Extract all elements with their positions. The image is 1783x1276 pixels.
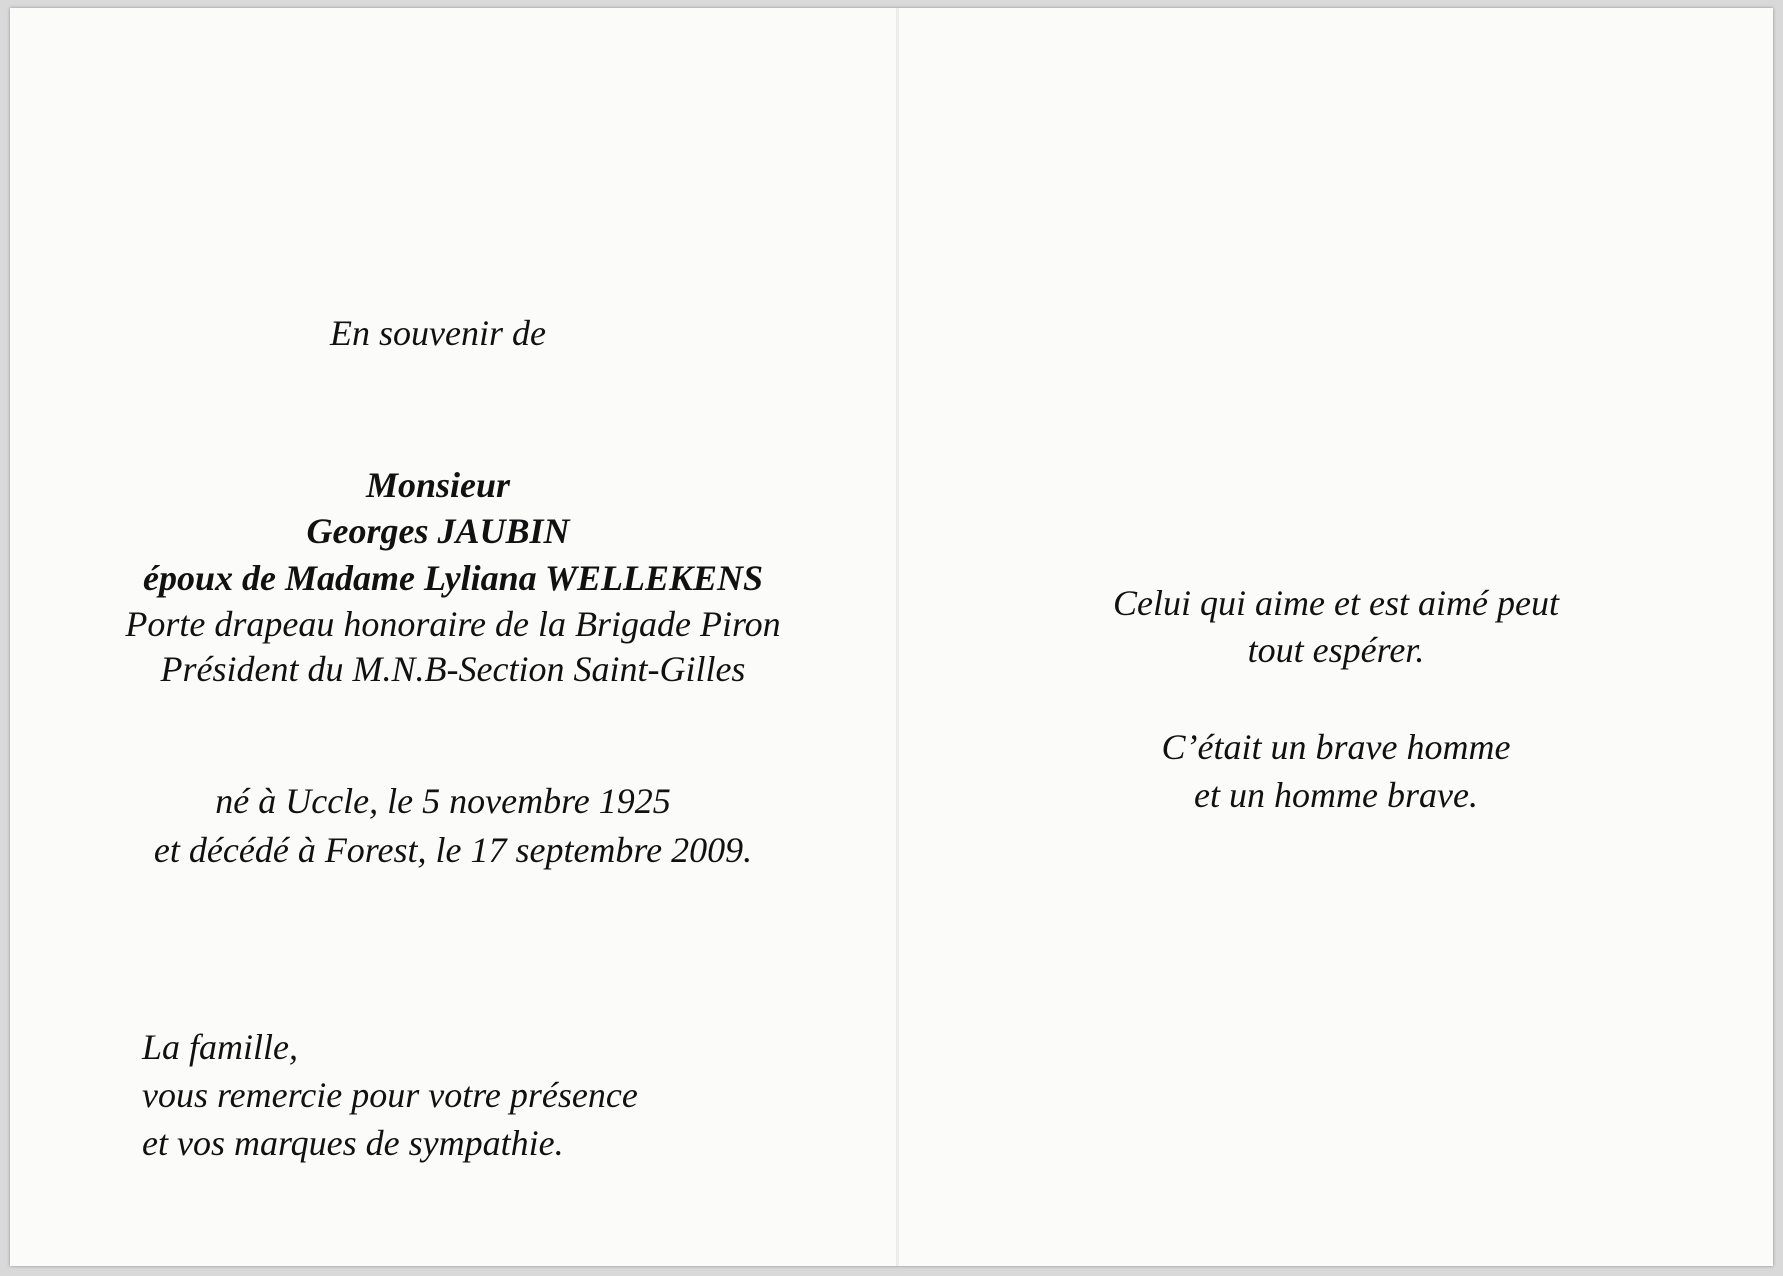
- quote-2-line-1: C’était un brave homme: [1161, 727, 1511, 767]
- role-line-1: Porte drapeau honoraire de la Brigade Piron: [125, 604, 781, 644]
- death-line: et décédé à Forest, le 17 septembre 2009.: [153, 830, 753, 870]
- thanks-line-3: et vos marques de sympathie.: [142, 1123, 564, 1163]
- thanks-line-2: vous remercie pour votre présence: [142, 1075, 638, 1115]
- quote-1-line-1: Celui qui aime et est aimé peut: [1113, 583, 1559, 623]
- birth-line: né à Uccle, le 5 novembre 1925: [215, 781, 671, 821]
- quote-1-line-2: tout espérer.: [1247, 630, 1425, 670]
- honorific: Monsieur: [365, 465, 511, 505]
- heading-en-souvenir: En souvenir de: [330, 313, 546, 353]
- spouse-line: époux de Madame Lyliana WELLEKENS: [142, 558, 764, 598]
- right-page: [899, 8, 1773, 1266]
- memorial-card: [10, 8, 1773, 1266]
- role-line-2: Président du M.N.B-Section Saint-Gilles: [160, 649, 746, 689]
- quote-2-line-2: et un homme brave.: [1194, 775, 1478, 815]
- thanks-line-1: La famille,: [142, 1027, 299, 1067]
- card-fold: [896, 8, 899, 1266]
- left-page: [10, 8, 896, 1266]
- deceased-name: Georges JAUBIN: [306, 511, 570, 551]
